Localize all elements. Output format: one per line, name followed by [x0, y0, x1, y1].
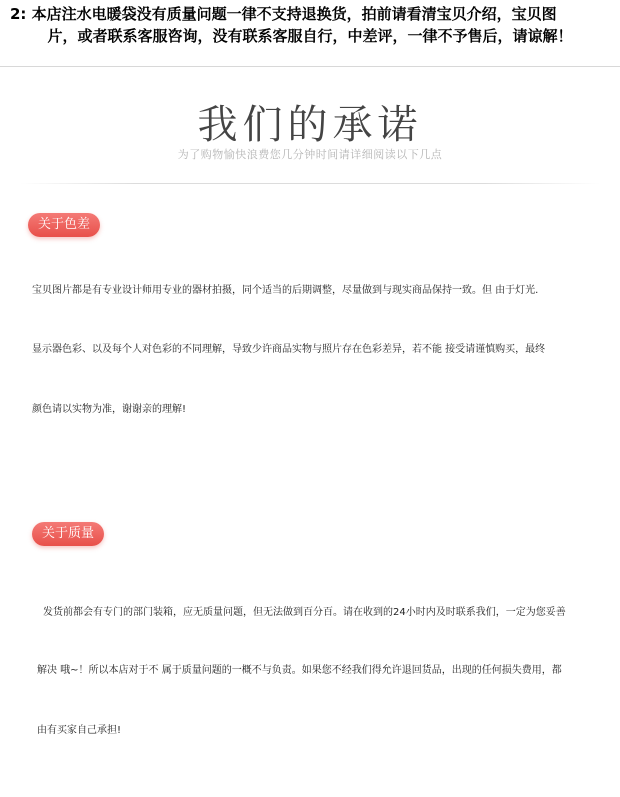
- header-divider: [20, 183, 600, 184]
- quality-paragraph-line-3: 由有买家自己承担!: [37, 725, 122, 736]
- section-badge-color-difference: 关于色差: [28, 213, 100, 237]
- quality-paragraph-line-2: 解决 哦~！所以本店对于不 属于质量问题的一概不与负责。如果您不经我们得允许退回货品，出现的任何损失费用，都: [37, 665, 562, 676]
- page-title: 我们的承诺: [197, 102, 423, 148]
- page-subtitle: 为了购物愉快浪费您几分钟时间请详细阅读以下几点: [177, 148, 443, 161]
- section-badge-quality: 关于质量: [32, 522, 104, 546]
- color-paragraph-line-2: 显示器色彩、以及每个人对色彩的不同理解，导致少许商品实物与照片存在色彩差异，若不能 接受请谨慎购买，最终: [32, 344, 546, 355]
- notice-line-1: 2: 本店注水电暖袋没有质量问题一律不支持退换货，拍前请看清宝贝介绍，宝贝图: [10, 5, 557, 23]
- quality-paragraph-line-1: 发货前都会有专门的部门装箱，应无质量问题，但无法做到百分百。请在收到的24小时内及时联系我们，一定为您妥善: [43, 607, 566, 618]
- color-paragraph-line-1: 宝贝图片都是有专业设计师用专业的器材拍摄，同个适当的后期调整，尽量做到与现实商品保持一致。但 由于灯光.: [32, 285, 539, 296]
- notice-line-2: 片，或者联系客服咨询，没有联系客服自行，中差评，一律不予售后，请谅解！: [47, 27, 573, 45]
- notice-banner: [0, 0, 620, 58]
- color-paragraph-line-3: 颜色请以实物为准，谢谢亲的理解!: [32, 404, 187, 415]
- top-divider: [0, 66, 620, 67]
